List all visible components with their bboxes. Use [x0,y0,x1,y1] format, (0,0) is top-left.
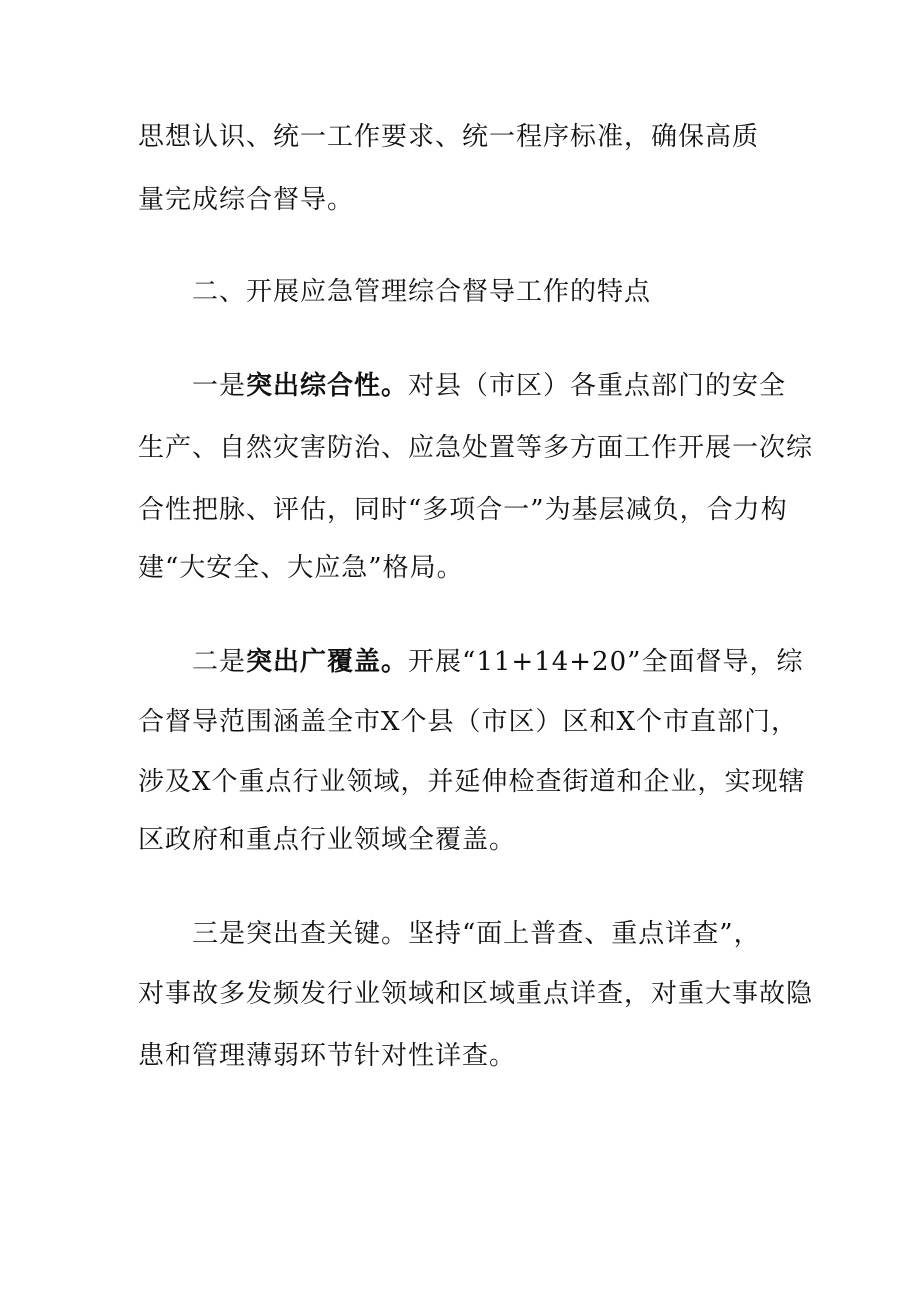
point3-line-1: 三是突出查关键。坚持“面上普查、重点详查”， [192,919,761,949]
point1-line-4: 建“大安全、大应急”格局。 [138,553,464,583]
point3-line-3: 患和管理薄弱环节针对性详查。 [138,1041,517,1071]
intro-line-1: 思想认识、统一工作要求、统一程序标准，确保高质 [138,122,760,152]
point1-line-1 [192,370,786,402]
point1-line-1-rest: 对县（市区）各重点部门的安全 [408,371,787,401]
point1-lead: 一是 [192,371,247,401]
point1-line-3: 合性把脉、评估，同时“多项合一”为基层减负，合力构 [138,495,788,525]
point3-line-2: 对事故多发频发行业领域和区域重点详查，对重大事故隐 [138,979,814,1009]
point2-line-1-rest: 开展“11+14+20”全面督导，综 [408,647,804,677]
point2-line-1 [192,646,803,678]
intro-line-2: 量完成综合督导。 [138,185,355,215]
point2-line-2: 合督导范围涵盖全市X个县（市区）区和X个市直部门， [138,707,799,737]
section-heading: 二、开展应急管理综合督导工作的特点 [192,277,652,307]
point2-bold-title: 突出广覆盖。 [246,647,409,677]
point2-lead: 二是 [192,647,247,677]
point1-bold-title: 突出综合性。 [246,371,409,401]
point1-line-2: 生产、自然灾害防治、应急处置等多方面工作开展一次综 [138,433,814,463]
point2-line-4: 区政府和重点行业领域全覆盖。 [138,825,517,855]
point2-line-3: 涉及X个重点行业领域，并延伸检查街道和企业，实现辖 [138,767,806,797]
